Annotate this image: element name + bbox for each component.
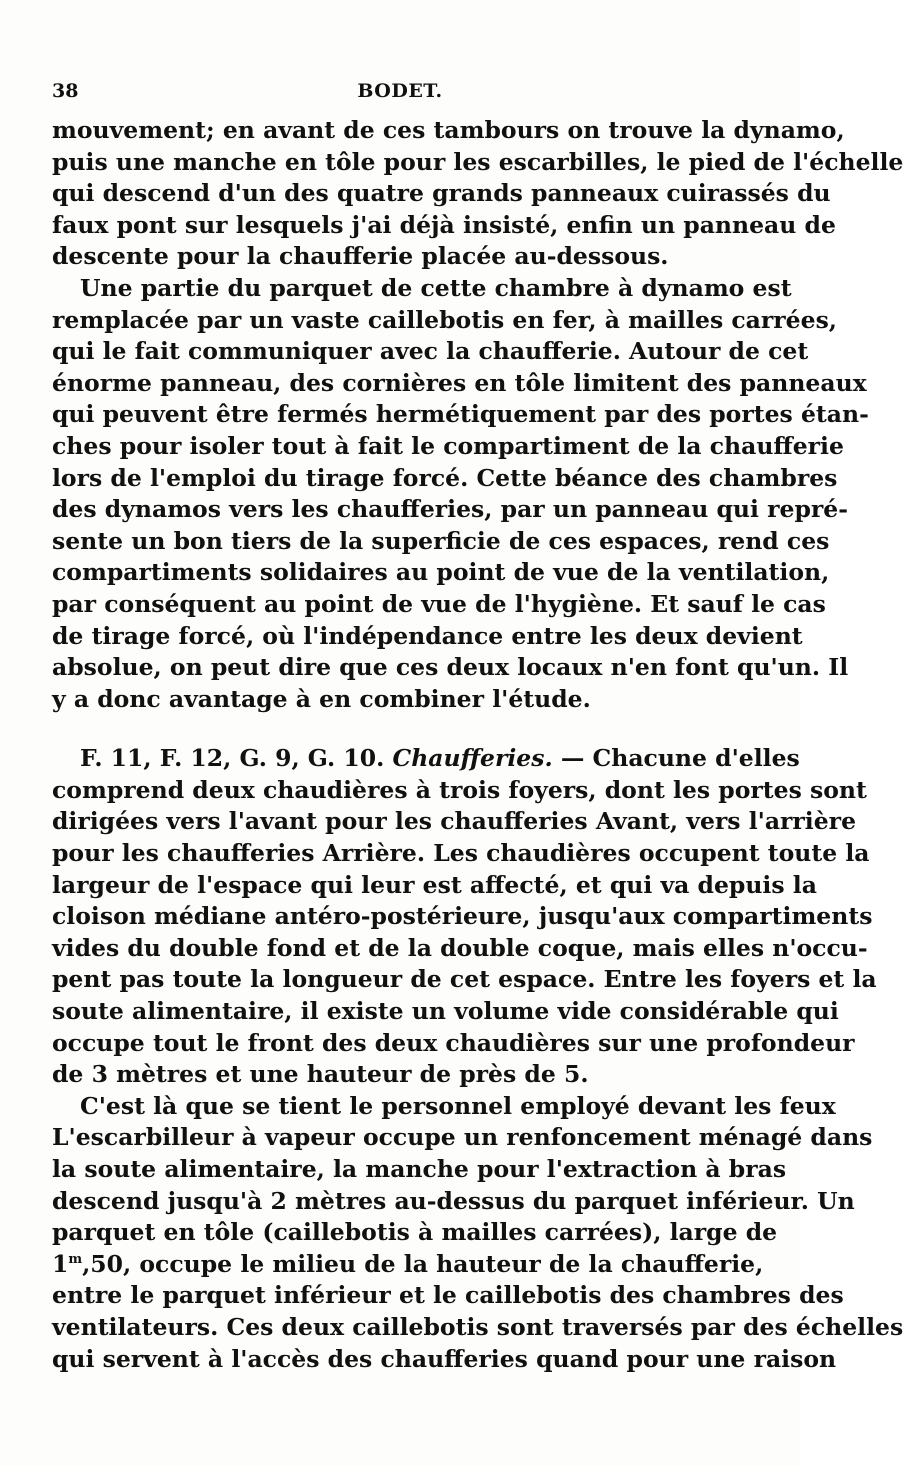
body-text — [52, 115, 903, 1375]
text-line: vides du double fond et de la double coque, mais elles n'occu- — [52, 933, 868, 962]
measure-text: ,50, occupe le milieu de la hauteur de la chaufferie, — [82, 1249, 764, 1278]
section-text: — Chacune d'elles — [560, 744, 800, 773]
text-line: énorme panneau, des cornières en tôle limitent des panneaux — [52, 368, 867, 397]
text-line: descente pour la chaufferie placée au-dessous. — [52, 242, 669, 271]
text-line: entre le parquet inférieur et le caillebotis des chambres des — [52, 1281, 844, 1310]
text-line: largeur de l'espace qui leur est affecté, et qui va depuis la — [52, 870, 817, 899]
text-line: faux pont sur lesquels j'ai déjà insisté, enfin un panneau de — [52, 210, 836, 239]
text-line: ventilateurs. Ces deux caillebotis sont traversés par des échelles — [52, 1312, 903, 1341]
text-line: ches pour isoler tout à fait le compartiment de la chaufferie — [52, 431, 844, 460]
text-line: qui le fait communiquer avec la chaufferie. Autour de cet — [52, 337, 809, 366]
text-line: L'escarbilleur à vapeur occupe un renfoncement ménagé dans — [52, 1123, 873, 1152]
section-gap — [52, 715, 754, 743]
page-number: 38 — [52, 80, 79, 102]
text-line: comprend deux chaudières à trois foyers, dont les portes sont — [52, 775, 867, 804]
text-line: parquet en tôle (caillebotis à mailles carrées), large de — [52, 1218, 778, 1247]
text-line: dirigées vers l'avant pour les chaufferies Avant, vers l'arrière — [52, 807, 857, 836]
text-line: par conséquent au point de vue de l'hygiène. Et sauf le cas — [52, 589, 826, 618]
text-line: soute alimentaire, il existe un volume vide considérable qui — [52, 997, 839, 1026]
text-line: de 3 mètres et une hauteur de près de 5. — [52, 1060, 589, 1089]
text-line: sente un bon tiers de la superficie de ces espaces, rend ces — [52, 526, 830, 555]
text-line: qui servent à l'accès des chaufferies quand pour une raison — [52, 1344, 837, 1373]
text-line: cloison médiane antéro-postérieure, jusqu'aux compartiments — [52, 902, 873, 931]
text-line: descend jusqu'à 2 mètres au-dessus du parquet inférieur. Un — [52, 1186, 855, 1215]
text-line: absolue, on peut dire que ces deux locaux n'en font qu'un. Il — [52, 653, 849, 682]
text-line: puis une manche en tôle pour les escarbilles, le pied de l'échelle — [52, 147, 903, 176]
measure-number: 1 — [52, 1249, 69, 1278]
text-line: mouvement; en avant de ces tambours on trouve la dynamo, — [52, 116, 845, 144]
text-line: qui peuvent être fermés hermétiquement par des portes étan- — [52, 400, 869, 429]
text-line: de tirage forcé, où l'indépendance entre les deux devient — [52, 621, 803, 650]
text-line: C'est là que se tient le personnel employé devant les feux — [80, 1091, 836, 1120]
text-line: des dynamos vers les chaufferies, par un panneau qui repré- — [52, 495, 848, 524]
measure-unit: m — [68, 1251, 83, 1267]
section-reference: F. 11, F. 12, G. 9, G. 10. — [80, 744, 385, 773]
section-heading-line — [52, 743, 800, 775]
text-line: pent pas toute la longueur de cet espace. Entre les foyers et la — [52, 965, 877, 994]
text-line: Une partie du parquet de cette chambre à dynamo est — [80, 273, 792, 302]
text-line: pour les chaufferies Arrière. Les chaudières occupent toute la — [52, 839, 870, 868]
text-line-measurement — [52, 1249, 764, 1281]
text-line: compartiments solidaires au point de vue de la ventilation, — [52, 558, 830, 587]
text-line: qui descend d'un des quatre grands panneaux cuirassés du — [52, 179, 831, 208]
text-line: occupe tout le front des deux chaudières sur une profondeur — [52, 1028, 855, 1057]
header-title: BODET. — [357, 80, 443, 102]
text-line: remplacée par un vaste caillebotis en fer, à mailles carrées, — [52, 305, 837, 334]
text-line: lors de l'emploi du tirage forcé. Cette béance des chambres — [52, 463, 838, 492]
text-line: y a donc avantage à en combiner l'étude. — [52, 684, 591, 713]
text-line: la soute alimentaire, la manche pour l'extraction à bras — [52, 1155, 787, 1183]
section-title: Chaufferies. — [392, 744, 553, 773]
running-header — [52, 80, 748, 110]
